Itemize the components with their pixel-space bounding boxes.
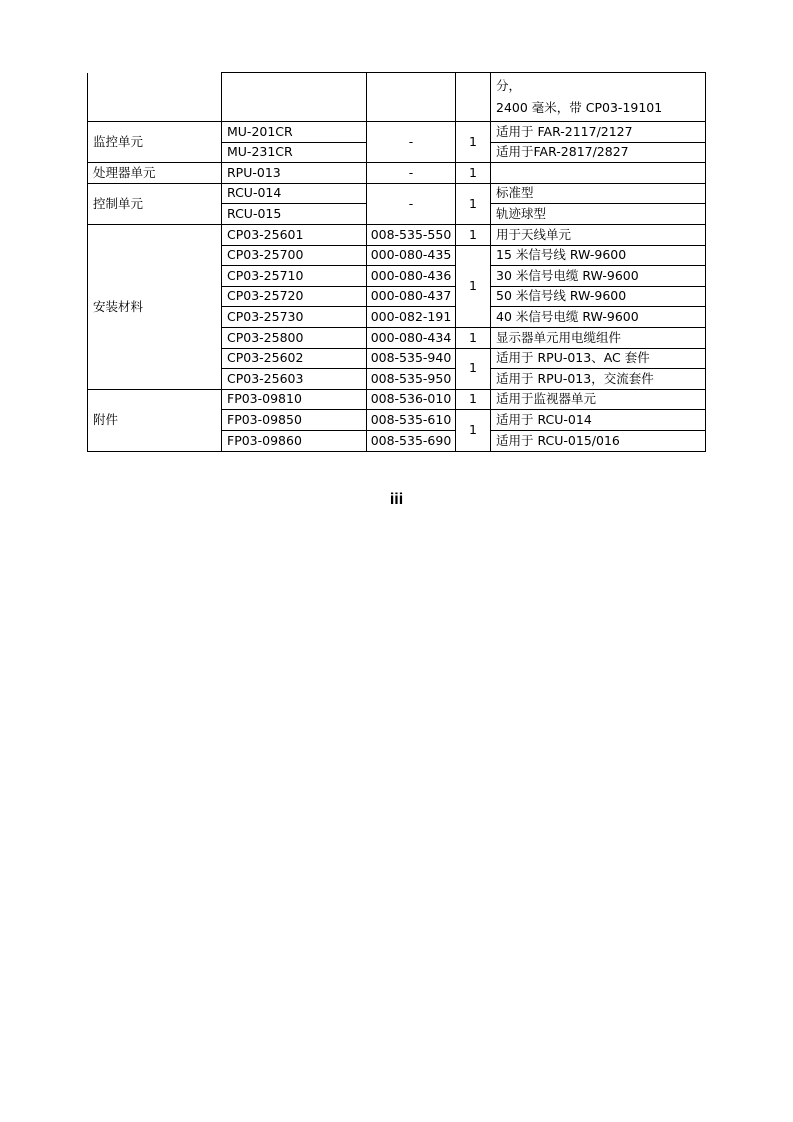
code-cell: 008-535-940 [367, 348, 456, 369]
code-cell: 000-082-191 [367, 307, 456, 328]
type-cell: CP03-25602 [222, 348, 367, 369]
type-cell: CP03-25730 [222, 307, 367, 328]
remark-cell: 50 米信号线 RW-9600 [491, 286, 706, 307]
qty-cell: 1 [456, 224, 491, 245]
code-cell: 000-080-436 [367, 266, 456, 287]
page-number: iii [389, 491, 404, 508]
remark-cell: 适用于 FAR-2117/2127 [491, 122, 706, 143]
category-cell [88, 73, 222, 122]
type-cell: FP03-09810 [222, 389, 367, 410]
remark-cell [491, 73, 706, 122]
table-row [88, 183, 706, 204]
type-cell: CP03-25720 [222, 286, 367, 307]
qty-cell: 1 [456, 389, 491, 410]
type-cell: MU-201CR [222, 122, 367, 143]
table-row [88, 122, 706, 143]
code-cell: - [367, 163, 456, 184]
equipment-table [87, 72, 706, 452]
qty-cell: 1 [456, 327, 491, 348]
type-cell: FP03-09850 [222, 410, 367, 431]
remark-cell: 适用于 RPU-013，交流套件 [491, 369, 706, 390]
type-cell: RCU-014 [222, 183, 367, 204]
type-cell: CP03-25603 [222, 369, 367, 390]
code-cell: 000-080-435 [367, 245, 456, 266]
remark-cell: 15 米信号线 RW-9600 [491, 245, 706, 266]
remark-cell: 40 米信号电缆 RW-9600 [491, 307, 706, 328]
code-cell: 008-536-010 [367, 389, 456, 410]
code-cell: 000-080-434 [367, 327, 456, 348]
type-cell: CP03-25700 [222, 245, 367, 266]
remark-cell: 显示器单元用电缆组件 [491, 327, 706, 348]
qty-cell: 1 [456, 122, 491, 163]
remark-cell: 适用于 RCU-015/016 [491, 430, 706, 451]
type-cell: RPU-013 [222, 163, 367, 184]
code-cell: 008-535-690 [367, 430, 456, 451]
qty-cell: 1 [456, 245, 491, 327]
table-row [88, 163, 706, 184]
type-cell: MU-231CR [222, 142, 367, 163]
code-cell: 008-535-550 [367, 224, 456, 245]
code-cell: 008-535-950 [367, 369, 456, 390]
remark-line: 2400 毫米，带 CP03-19101 [496, 100, 663, 115]
category-cell: 处理器单元 [88, 163, 222, 184]
qty-cell: 1 [456, 163, 491, 184]
qty-cell: 1 [456, 183, 491, 224]
remark-cell: 轨迹球型 [491, 204, 706, 225]
table-row [88, 73, 706, 122]
remark-cell: 适用于 RCU-014 [491, 410, 706, 431]
category-cell: 控制单元 [88, 183, 222, 224]
type-cell [222, 73, 367, 122]
qty-cell: 1 [456, 410, 491, 451]
table-row [88, 224, 706, 245]
remark-cell: 30 米信号电缆 RW-9600 [491, 266, 706, 287]
code-cell: - [367, 122, 456, 163]
remark-cell: 标准型 [491, 183, 706, 204]
type-cell: RCU-015 [222, 204, 367, 225]
remark-cell: 用于天线单元 [491, 224, 706, 245]
type-cell: CP03-25601 [222, 224, 367, 245]
code-cell: 008-535-610 [367, 410, 456, 431]
table-row [88, 389, 706, 410]
qty-cell: 1 [456, 348, 491, 389]
remark-line: 分， [496, 78, 522, 93]
remark-cell: 适用于 RPU-013、AC 套件 [491, 348, 706, 369]
type-cell: FP03-09860 [222, 430, 367, 451]
code-cell: - [367, 183, 456, 224]
type-cell: CP03-25800 [222, 327, 367, 348]
category-cell: 安装材料 [88, 224, 222, 389]
remark-cell: 适用于FAR-2817/2827 [491, 142, 706, 163]
category-cell: 监控单元 [88, 122, 222, 163]
category-cell: 附件 [88, 389, 222, 451]
remark-cell [491, 163, 706, 184]
type-cell: CP03-25710 [222, 266, 367, 287]
code-cell: 000-080-437 [367, 286, 456, 307]
qty-cell [456, 73, 491, 122]
remark-cell: 适用于监视器单元 [491, 389, 706, 410]
code-cell [367, 73, 456, 122]
